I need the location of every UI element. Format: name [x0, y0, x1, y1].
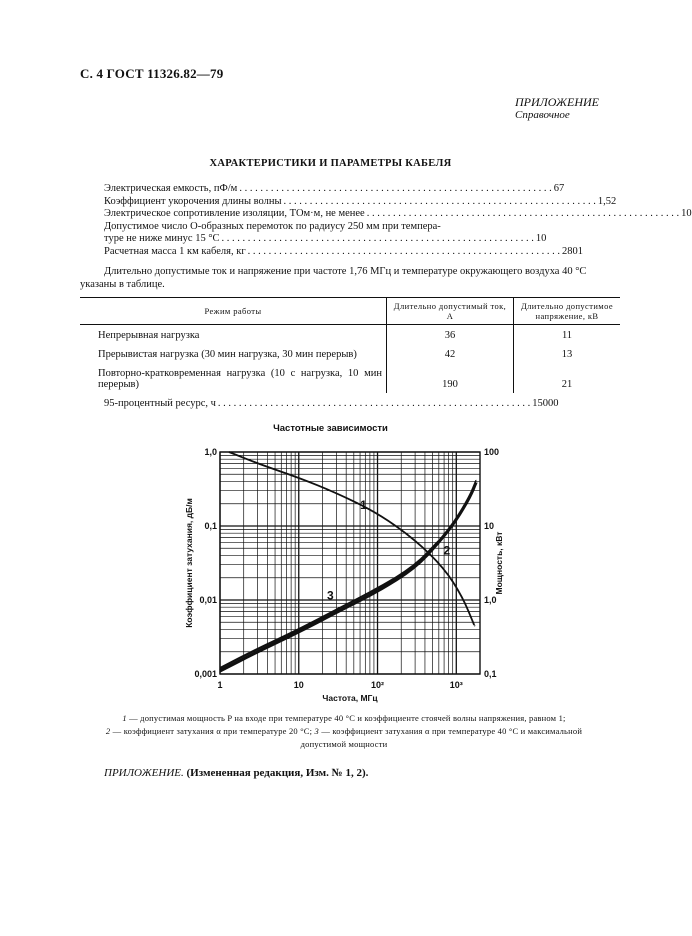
param-row: Электрическое сопротивление изоляции, ТОм·м, не менее . . . . . . . . . . . . . . . . . . . . . . . . . . . . . . . . . . . . . . . . . . . . . . . . . . . . . . . . . . . . 10 — [104, 208, 692, 220]
series-label-2: 2 — [443, 543, 451, 558]
leader-dots: . . . . . . . . . . . . . . . . . . . . . . . . . . . . . . . . . . . . . . . . . . . . . . . . . . . . . . . . . . . . — [221, 233, 534, 245]
leader-dots: . . . . . . . . . . . . . . . . . . . . . . . . . . . . . . . . . . . . . . . . . . . . . . . . . . . . . . . . . . . . — [239, 183, 552, 194]
y-left-tick-label: 1,0 — [204, 447, 217, 457]
table-intro: Длительно допустимые ток и напряжение при частоте 1,76 МГц и температуре окружающего воздуха 40 °С указаны в таблице. — [80, 266, 587, 290]
y-right-tick-label: 1,0 — [484, 595, 497, 605]
series-line-3 — [220, 541, 439, 668]
appendix-subtitle: Справочное — [515, 109, 570, 121]
x-tick-label: 10³ — [449, 680, 463, 690]
header-mode: Режим работы — [80, 298, 387, 325]
x-tick-label: 10² — [371, 680, 385, 690]
load-table — [80, 297, 620, 393]
leader-dots: . . . . . . . . . . . . . . . . . . . . . . . . . . . . . . . . . . . . . . . . . . . . . . . . . . . . . . . . . . . . — [217, 398, 531, 409]
x-axis-label: Частота, МГц — [322, 693, 378, 703]
cell-current: 190 — [387, 363, 514, 393]
cell-voltage: 13 — [514, 344, 621, 363]
leader-dots: . . . . . . . . . . . . . . . . . . . . . . . . . . . . . . . . . . . . . . . . . . . . . . . . . . . . . . . . . . . . — [366, 208, 680, 220]
y-right-tick-label: 10 — [484, 521, 495, 531]
table-header-row — [80, 298, 620, 325]
y-left-axis-label: Коэффициент затухания, дБ/м — [184, 498, 194, 628]
series-label-1: 1 — [360, 497, 367, 512]
param-row: Расчетная масса 1 км кабеля, кг . . . . . . . . . . . . . . . . . . . . . . . . . . . . . . . . . . . . . . . . . . . . . . . . . . . . . . . . . . . . 2801 — [104, 245, 583, 257]
param-row: туре не ниже минус 15 °С . . . . . . . . . . . . . . . . . . . . . . . . . . . . . . . . . . . . . . . . . . . . . . . . . . . . . . . . . . . . 10 — [104, 233, 547, 245]
y-right-axis-label: Мощность, кВт — [494, 531, 504, 595]
y-right-tick-label: 0,1 — [484, 669, 497, 679]
page-header: С. 4 ГОСТ 11326.82—79 — [80, 66, 224, 81]
caption-line-1: 1 — допустимая мощность P на входе при температуре 40 °С и коэффициенте стоячей волны напряжения, равном 1; — [122, 713, 566, 723]
section-title: ХАРАКТЕРИСТИКИ И ПАРАМЕТРЫ КАБЕЛЯ — [209, 158, 452, 169]
plot-frame — [220, 452, 480, 674]
chart-title: Частотные зависимости — [273, 423, 388, 434]
param-row: Электрическая емкость, пФ/м . . . . . . . . . . . . . . . . . . . . . . . . . . . . . . . . . . . . . . . . . . . . . . . . . . . . . . . . . . . . 67 — [104, 183, 565, 194]
x-tick-label: 1 — [217, 680, 223, 690]
cell-voltage: 11 — [514, 325, 621, 344]
resource-row: 95-процентный ресурс, ч . . . . . . . . . . . . . . . . . . . . . . . . . . . . . . . . . . . . . . . . . . . . . . . . . . . . . . . . . . . . 15000 — [104, 398, 559, 409]
chart-caption — [88, 712, 600, 751]
y-left-tick-label: 0,01 — [199, 595, 217, 605]
param-row: Коэффициент укорочения длины волны . . . . . . . . . . . . . . . . . . . . . . . . . . . . . . . . . . . . . . . . . . . . . . . . . . . . . . . . . . . . 1,52 — [104, 195, 617, 207]
y-left-tick-label: 0,1 — [204, 521, 217, 531]
amendment-note: ПРИЛОЖЕНИЕ. (Измененная редакция, Изм. № 1, 2). — [104, 767, 369, 779]
leader-dots: . . . . . . . . . . . . . . . . . . . . . . . . . . . . . . . . . . . . . . . . . . . . . . . . . . . . . . . . . . . . — [283, 195, 596, 207]
cell-current: 42 — [387, 344, 514, 363]
appendix-label — [515, 96, 599, 122]
cell-mode: Прерывистая нагрузка (30 мин нагрузка, 30 мин перерыв) — [98, 348, 357, 360]
series-line-2 — [220, 481, 476, 671]
cell-current: 36 — [387, 325, 514, 344]
y-right-tick-label: 100 — [484, 447, 500, 457]
cell-mode: Повторно-кратковременная нагрузка (10 с нагрузка, 10 мин перерыв) — [98, 367, 382, 390]
chart-grid — [220, 452, 480, 674]
y-left-tick-label: 0,001 — [194, 669, 217, 679]
leader-dots: . . . . . . . . . . . . . . . . . . . . . . . . . . . . . . . . . . . . . . . . . . . . . . . . . . . . . . . . . . . . — [247, 245, 560, 257]
caption-line-2: 2 — коэффициент затухания α при температуре 20 °С; 3 — коэффициент затухания α при температуре 40 °С и максимальной допустимой мощности — [105, 726, 583, 749]
chart-series — [220, 452, 476, 671]
table-row — [80, 344, 620, 363]
appendix-title: ПРИЛОЖЕНИЕ — [515, 95, 599, 109]
table-row — [80, 325, 620, 344]
table-row — [80, 363, 620, 393]
frequency-chart — [176, 438, 516, 704]
cable-parameters — [104, 183, 692, 259]
header-voltage: Длительно допустимое напряжение, кВ — [514, 298, 621, 325]
cell-voltage: 21 — [514, 363, 621, 393]
param-row-line1: Допустимое число О-образных перемоток по радиусу 250 мм при темпера- — [104, 220, 441, 232]
x-tick-label: 10 — [293, 680, 304, 690]
header-current: Длительно допустимый ток, А — [387, 298, 514, 325]
cell-mode: Непрерывная нагрузка — [98, 329, 200, 341]
series-label-3: 3 — [326, 588, 334, 603]
